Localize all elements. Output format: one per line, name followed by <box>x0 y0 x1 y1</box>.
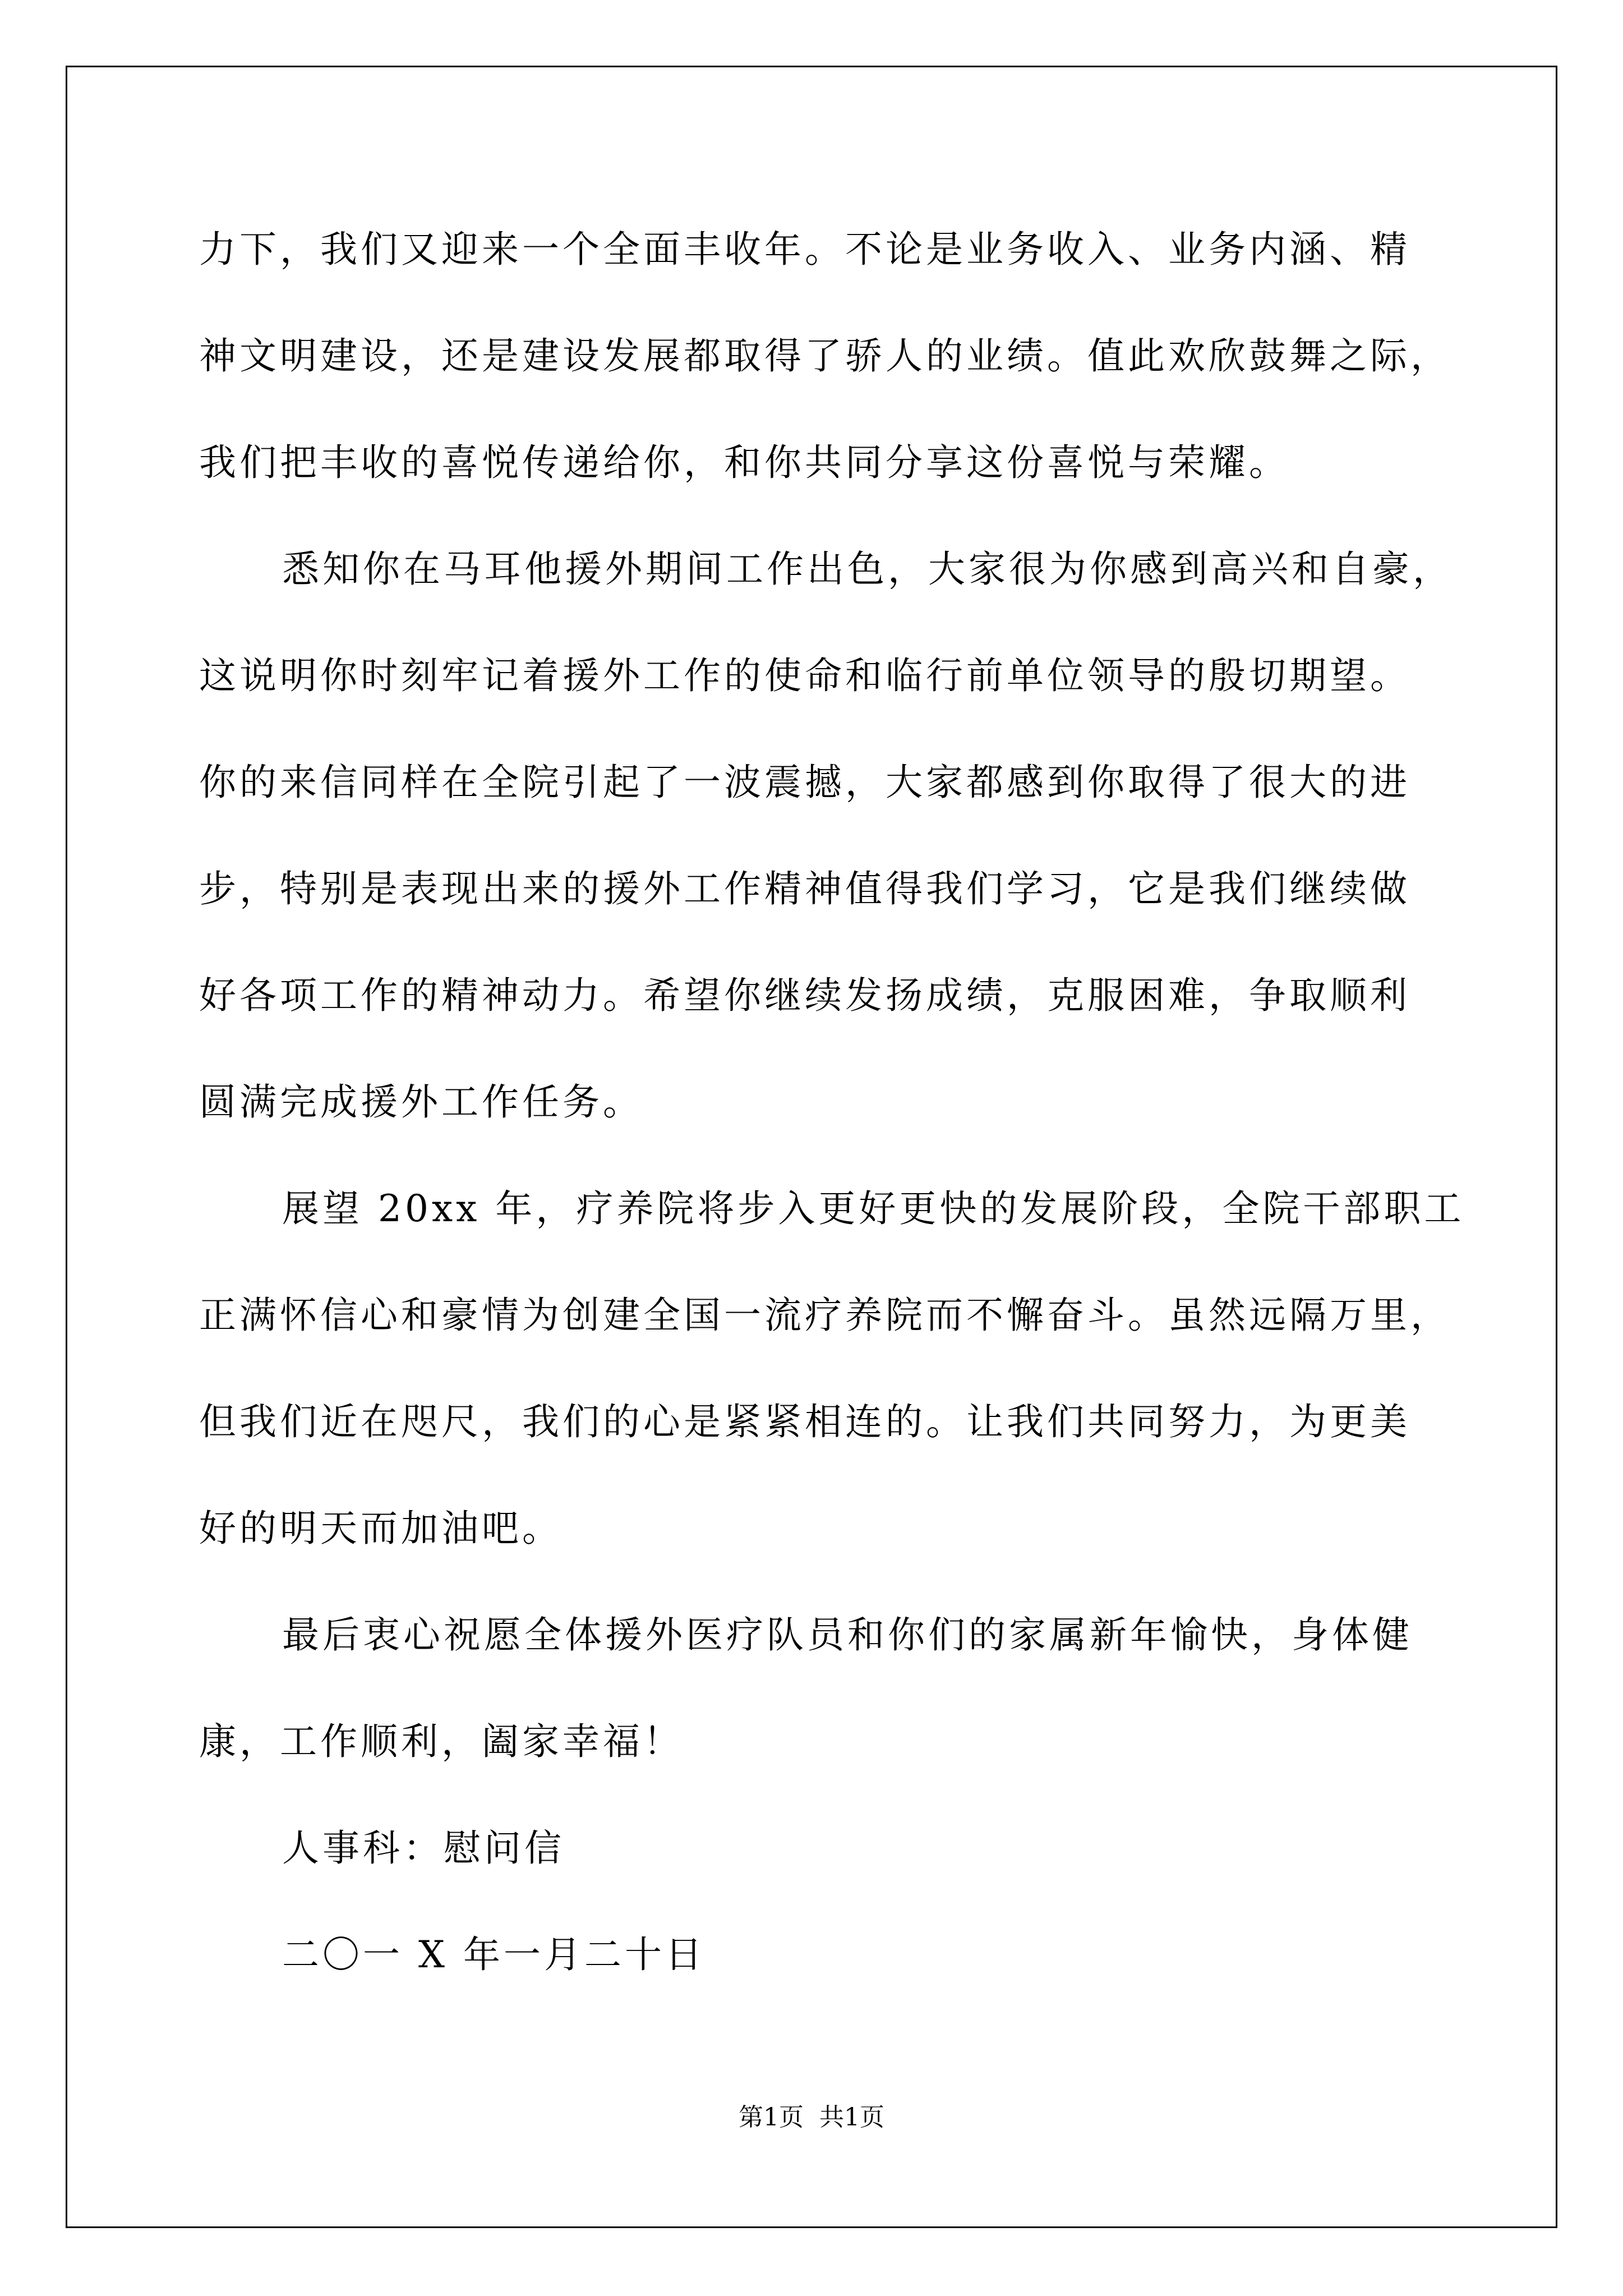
page-number: 第1页 <box>739 2103 804 2132</box>
page-footer <box>0 2101 1623 2134</box>
paragraph-start-line: 悉知你在马耳他援外期间工作出色，大家很为你感到高兴和自豪， <box>282 547 1453 591</box>
date-line: 二〇一 X 年一月二十日 <box>282 1933 706 1976</box>
paragraph-start-line: 最后衷心祝愿全体援外医疗队员和你们的家属新年愉快，身体健 <box>282 1613 1413 1657</box>
text-line: 但我们近在咫尺，我们的心是紧紧相连的。让我们共同努力，为更美 <box>199 1400 1410 1443</box>
text-line: 步，特别是表现出来的援外工作精神值得我们学习，它是我们继续做 <box>199 867 1410 910</box>
text-line: 力下，我们又迎来一个全面丰收年。不论是业务收入、业务内涵、精 <box>199 228 1410 271</box>
text-line: 好各项工作的精神动力。希望你继续发扬成绩，克服困难，争取顺利 <box>199 974 1410 1017</box>
page-border <box>66 66 1557 2228</box>
text-line: 你的来信同样在全院引起了一波震撼，大家都感到你取得了很大的进 <box>199 761 1410 804</box>
text-line: 正满怀信心和豪情为创建全国一流疗养院而不懈奋斗。虽然远隔万里， <box>199 1294 1451 1337</box>
text-line: 康，工作顺利，阖家幸福！ <box>199 1720 684 1763</box>
paragraph-start-line: 展望 20xx 年，疗养院将步入更好更快的发展阶段，全院干部职工 <box>282 1187 1465 1230</box>
text-line: 我们把丰收的喜悦传递给你，和你共同分享这份喜悦与荣耀。 <box>199 441 1289 484</box>
text-line: 圆满完成援外工作任务。 <box>199 1080 643 1124</box>
page-total: 共1页 <box>819 2103 884 2132</box>
text-line: 好的明天而加油吧。 <box>199 1507 562 1550</box>
text-line: 这说明你时刻牢记着援外工作的使命和临行前单位领导的殷切期望。 <box>199 654 1410 697</box>
text-line: 神文明建设，还是建设发展都取得了骄人的业绩。值此欢欣鼓舞之际， <box>199 334 1451 378</box>
signature-line: 人事科：慰问信 <box>282 1826 565 1870</box>
